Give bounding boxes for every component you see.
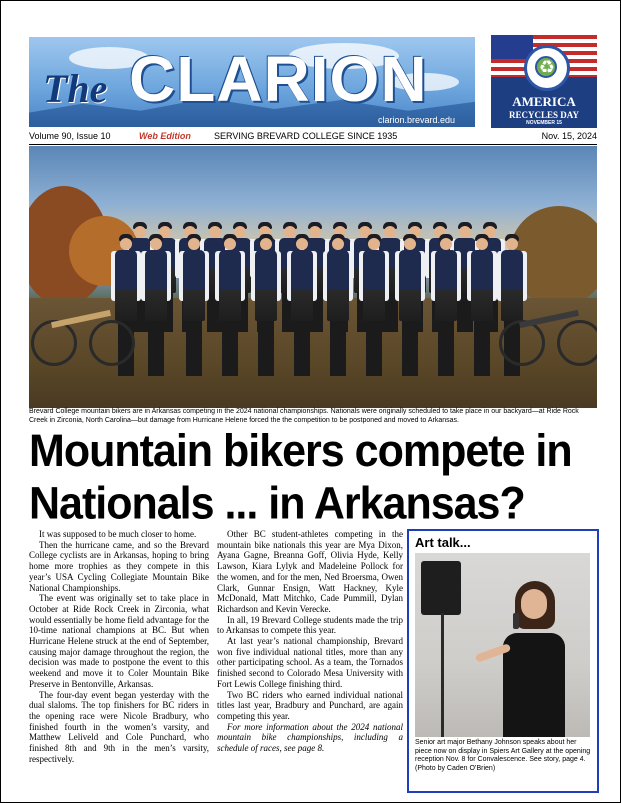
bike-left bbox=[31, 296, 131, 366]
masthead-the: The bbox=[43, 66, 108, 111]
photo-caption: Brevard College mountain bikers are in Arkansas competing in the 2024 national championships. Nationals were originally scheduled to take place in our backyard—at Ride Rock Creek in Zirconia, North Carolina—but damage from Hurricane Helene forced the the competition to be postponed and moved to Arkansas. bbox=[29, 408, 579, 424]
volume-issue: Volume 90, Issue 10 bbox=[29, 131, 111, 141]
paragraph: Other BC student-athletes competing in the mountain bike nationals this year are Mya Dixon, Ayana Gagne, Breanna Goff, Olivia Hyde, Kelly Lawson, Kiara Lylyk and Madeleine Pollock for the women, and for the men, Ned Broersma, Owen Clark, Gunnar Ensign, Watt Hackney, Kyle McDonald, Matt Mitchko, Cade Pummill, Dylan Richardson and Kevin Verecke. bbox=[217, 529, 403, 614]
rider-body bbox=[291, 250, 313, 321]
rider-legs bbox=[402, 321, 418, 376]
rider-body bbox=[363, 250, 385, 321]
article-column-2 bbox=[217, 529, 403, 754]
art-talk-caption: Senior art major Bethany Johnson speaks about her piece now on display in Spiers Art Gallery at the opening reception Nov. 8 for Convalescence. See story, page 4. (Photo by Caden O’Brien) bbox=[415, 739, 591, 772]
paragraph: At last year’s national championship, Brevard won five individual national titles, more than any other participating school. As a team, the Tornados finished second to Colorado Mesa University with Fort Lewis College finishing third. bbox=[217, 636, 403, 689]
badge-date: NOVEMBER 15 bbox=[526, 120, 562, 126]
team-photo bbox=[29, 146, 597, 408]
rider-head bbox=[296, 238, 308, 250]
more-info-paragraph: For more information about the 2024 national mountain bike championships, including a schedule of races, see page 8. bbox=[217, 721, 403, 754]
rider-body bbox=[183, 250, 205, 321]
rider bbox=[359, 234, 389, 376]
rider-head bbox=[150, 238, 162, 250]
paragraph: In all, 19 Brevard College students made the trip to Arkansas to compete this year. bbox=[217, 614, 403, 636]
rider bbox=[251, 234, 281, 376]
speaker-dress bbox=[503, 633, 565, 737]
masthead-url[interactable]: clarion.brevard.edu bbox=[377, 115, 455, 125]
rider bbox=[431, 234, 461, 376]
america-recycles-day-badge bbox=[491, 35, 597, 128]
rider-head bbox=[440, 238, 452, 250]
recycle-seal-icon bbox=[524, 45, 570, 91]
rider-head bbox=[368, 238, 380, 250]
rider-legs bbox=[294, 321, 310, 376]
rider-legs bbox=[258, 321, 274, 376]
rider-head bbox=[260, 238, 272, 250]
rider bbox=[395, 234, 425, 376]
rider bbox=[179, 234, 209, 376]
rider bbox=[467, 234, 497, 376]
rider-body bbox=[145, 250, 167, 321]
speaker-stand bbox=[441, 613, 444, 737]
rider bbox=[323, 234, 353, 376]
rider-legs bbox=[222, 321, 238, 376]
rider-legs bbox=[438, 321, 454, 376]
rider bbox=[287, 234, 317, 376]
rider-body bbox=[219, 250, 241, 321]
issue-date: Nov. 15, 2024 bbox=[541, 131, 597, 141]
paragraph: The four-day event began yesterday with the dual slaloms. The top finishers for BC riders in the opening race were Nicole Bradbury, who finished fourth in the women’s varsity, and Matthew Leliveld and Cole Punchard, who finished 8th and 9th in the men’s varsity, respectively. bbox=[29, 689, 209, 764]
microphone-icon bbox=[513, 613, 519, 629]
rider-legs bbox=[474, 321, 490, 376]
rider-head bbox=[188, 238, 200, 250]
rider-body bbox=[255, 250, 277, 321]
speaker-face bbox=[521, 589, 547, 619]
rider-body bbox=[471, 250, 493, 321]
paragraph: The event was originally set to take place in October at Ride Rock Creek in Zirconia, what would essentially be home field advantage for the 10-time national champions at BC. But when Hurricane Helene struck at the end of September, causing major damage throughout the region, the decision was made to postpone the event to this weekend and move it to Coler Mountain Bike Preserve in Bentonville, Arkansas. bbox=[29, 593, 209, 689]
bike-wheel bbox=[557, 320, 597, 366]
rider-head bbox=[476, 238, 488, 250]
rider-legs bbox=[330, 321, 346, 376]
main-headline: Mountain bikers compete in Nationals ... in Arkansas? bbox=[29, 426, 572, 529]
badge-line2: RECYCLES DAY bbox=[509, 110, 579, 120]
rider-body bbox=[399, 250, 421, 321]
issue-info-bar bbox=[29, 130, 597, 145]
paragraph: Then the hurricane came, and so the Brevard College cyclists are in Arkansas, hoping to bring home more trophies as they compete in this year’s USA Cycling Collegiate Mountain Bike National Championships. bbox=[29, 539, 209, 593]
rider-head bbox=[404, 238, 416, 250]
rider-head bbox=[506, 238, 518, 250]
art-talk-box bbox=[407, 529, 599, 793]
paragraph: Two BC riders who earned individual national titles last year, Bradbury and Punchard, are again competing this year. bbox=[217, 689, 403, 721]
speaker-icon bbox=[421, 561, 461, 615]
rider bbox=[215, 234, 245, 376]
masthead bbox=[29, 37, 475, 127]
badge-line1: AMERICA bbox=[512, 94, 576, 109]
rider-legs bbox=[366, 321, 382, 376]
rider-body bbox=[435, 250, 457, 321]
rider-legs bbox=[148, 321, 164, 376]
article-column-1 bbox=[29, 529, 209, 764]
rider-head bbox=[224, 238, 236, 250]
serving-tagline: SERVING BREVARD COLLEGE SINCE 1935 bbox=[214, 131, 398, 141]
rider-head bbox=[120, 238, 132, 250]
bike-wheel bbox=[89, 320, 135, 366]
rider bbox=[141, 234, 171, 376]
rider-body bbox=[327, 250, 349, 321]
bike-right bbox=[499, 296, 597, 366]
art-talk-photo bbox=[415, 553, 590, 737]
art-talk-title: Art talk... bbox=[415, 535, 471, 550]
masthead-title: CLARION bbox=[129, 43, 428, 115]
edition-label: Web Edition bbox=[139, 131, 191, 141]
rider-legs bbox=[186, 321, 202, 376]
paragraph: It was supposed to be much closer to home. bbox=[39, 529, 197, 539]
rider-head bbox=[332, 238, 344, 250]
recycle-arrows-icon: ♻ bbox=[538, 57, 556, 78]
